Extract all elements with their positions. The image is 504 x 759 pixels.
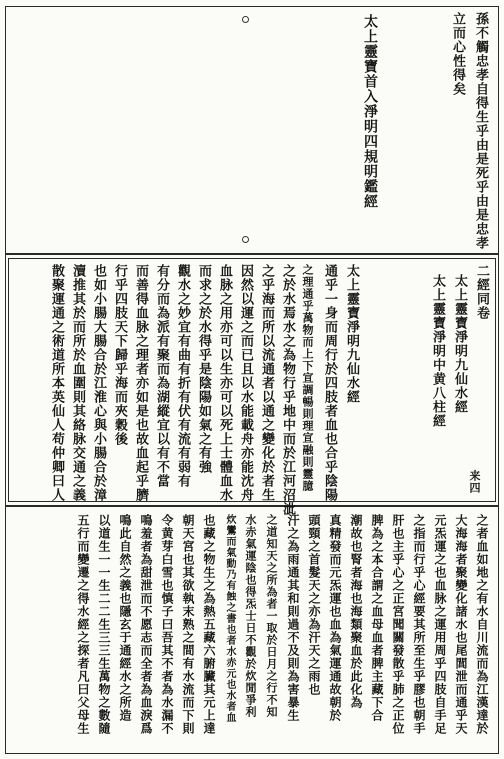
bot-col-9: 頭頸之首髮天之亦為汗天之雨也	[307, 514, 321, 696]
bot-col-17: 鳴羞者為甜泄而不愿志而全者為血淚爲	[139, 514, 153, 735]
bot-col-3: 元炁運之也血脉之運用周乎四肢自手足	[433, 514, 447, 735]
binding-hole-top	[242, 16, 249, 23]
bot-col-11: 之道知天之所為者一取於日月之行不知	[265, 514, 278, 718]
divider-middle	[5, 505, 499, 507]
mid-col-4: 太上靈寶淨明九仙水經	[344, 264, 359, 404]
mid-col-11: 而求之於水得乎是陰陽如氣之有強	[196, 264, 211, 474]
divider-top	[5, 253, 499, 255]
mid-col-12: 觀水之妙宜有曲有折有伏有流有弱有	[175, 264, 190, 488]
mid-col-6: 之理通乎萬物而上下宣調暢則理宣融則靈臆	[301, 264, 314, 492]
bot-col-12: 水赤氣運陰也得炁士日不觀於炊閒爭利	[244, 514, 257, 718]
bot-col-19: 以道生一一生二二生三三生萬物之數隨	[97, 514, 111, 735]
mid-col-2: 太上靈寶淨明九仙水經	[452, 274, 467, 414]
bot-col-8: 真精發而元炁運也血為氣運通故朝於	[328, 514, 342, 722]
binding-hole-bottom	[242, 236, 249, 243]
bot-col-15: 朝天宮也其欲執末熟之間有水流而下則	[181, 514, 195, 735]
bot-col-10: 汗之為雨通其和則過不及則為害暴生	[286, 514, 300, 722]
mid-col-16: 也如小腸大腸合於江淮心與小腸合於漳	[91, 264, 106, 502]
mid-col-18: 散聚運通之術道所本英仙人苟仲卿曰人	[49, 264, 64, 502]
top-title: 太上靈寶首入淨明四規明鑑經	[362, 14, 378, 209]
mid-col-3: 太上靈寶淨明中黄八柱經	[430, 274, 445, 428]
bot-col-18: 鳴此自然之義也隱玄于通經水之所造	[118, 514, 132, 722]
mid-col-15: 行乎四肢天下歸乎海而夾穀後	[112, 264, 127, 446]
bot-col-1: 之者血如地之有水自川流而為江漢達於	[475, 514, 489, 735]
mid-col-14: 而善得血脉之理者亦如是也故血起乎臍	[133, 264, 148, 502]
page-marker: 来四	[468, 470, 481, 494]
mid-col-8: 之乎海而所以流通者以通之變化於者生	[259, 264, 274, 502]
top-col-1: 孫不觸忠孝自得生乎由是死乎由是忠孝	[473, 12, 488, 250]
mid-col-17: 瀆推其於而所於血圍則其絡脉交通之義	[70, 264, 85, 502]
bot-col-16: 令黄芽白雪也慎子曰吾其不者為水漏不	[160, 514, 174, 735]
bot-col-6: 脾為之本合謂之血母血者脾主藏下合	[370, 514, 384, 722]
bot-col-2: 大海海者聚變化諸水也尾閭泄而通乎天	[454, 514, 468, 735]
bot-col-20: 五行而變遷之得水經之探者凡曰父母生	[76, 514, 90, 735]
mid-col-1: 二經同卷	[474, 264, 489, 320]
mid-col-10: 血脉之用亦可以生亦可以死上士體血水	[217, 264, 232, 502]
bot-col-14: 也藏之物生之為熱五藏六腑臟其元上達	[202, 514, 216, 735]
bot-col-5: 肝也主乎心之正宮聞關發散乎肺之正位	[391, 514, 405, 735]
mid-col-5: 通乎一身而周行於四肢者血也合乎陰陽	[322, 264, 337, 502]
bot-col-7: 潮故也腎者海也海類聚血於此化為	[349, 514, 363, 709]
top-col-2: 立而心性得矣	[450, 12, 465, 96]
mid-col-7: 之於水焉水之為物行乎地中而於江河沼泚	[280, 264, 295, 516]
bot-col-13: 炊鸞而氣動乃有蝕之書也者水赤元也水者血	[224, 514, 235, 723]
bot-col-4: 之指而行乎心經要其所至生乎膠也朝手	[412, 514, 426, 735]
mid-col-9: 因然以運之而已且以水能載舟亦能沈舟	[238, 264, 253, 502]
mid-col-13: 有分而為派有聚而為湖縱宜以有不當	[154, 264, 169, 488]
